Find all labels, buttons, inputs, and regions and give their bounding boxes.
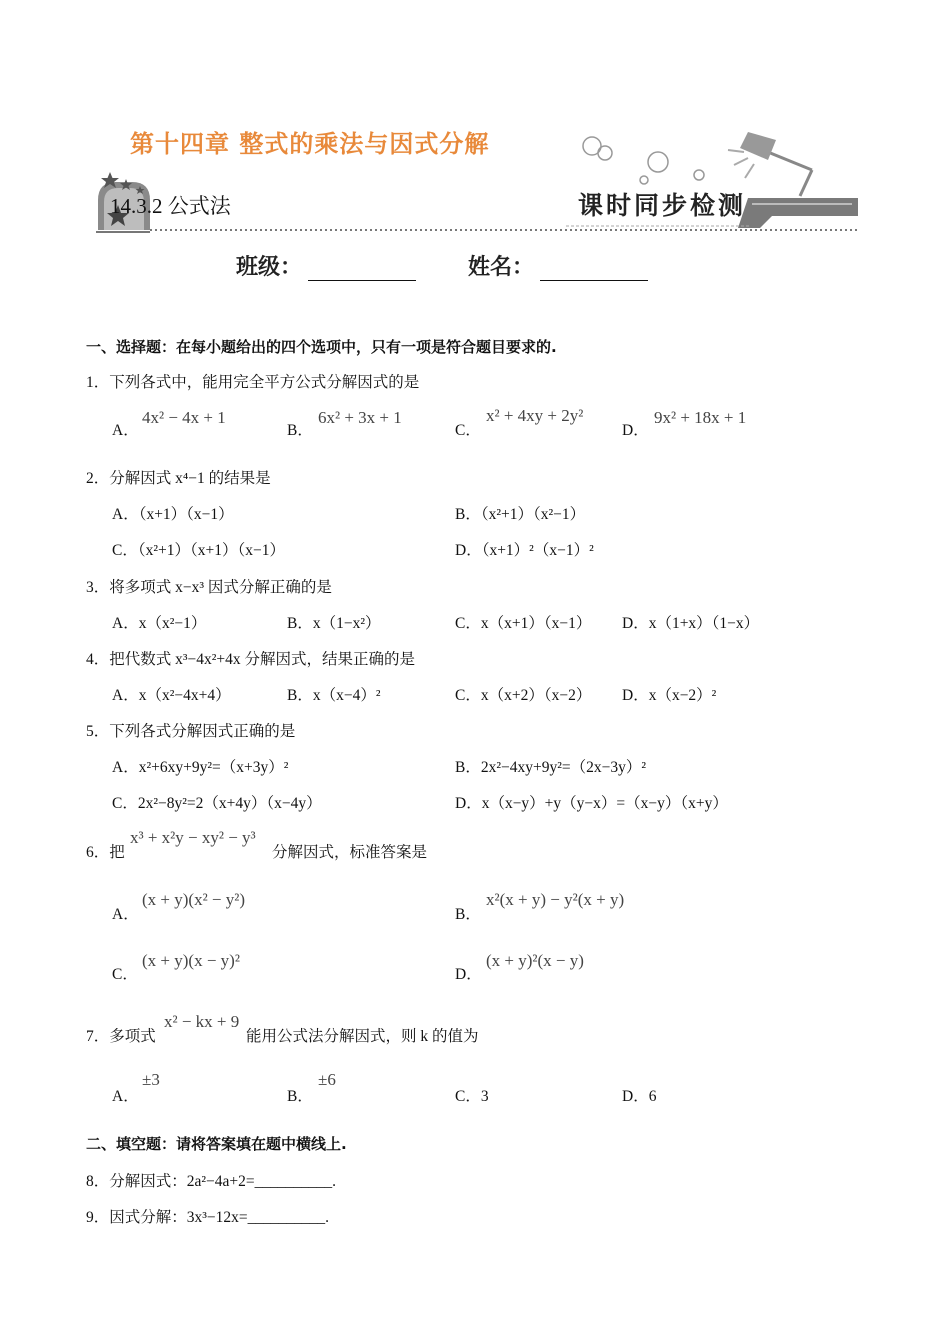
q9-text: 9．因式分解：3x³−12x=__________. xyxy=(86,1209,330,1226)
q7-stem-prefix: 7．多项式 xyxy=(86,1028,156,1045)
part2-heading: 二、填空题：请将答案填在题中横线上. xyxy=(86,1135,347,1153)
name-field xyxy=(468,250,648,281)
q2-option-a: A．（x+1）（x−1） xyxy=(112,506,234,523)
q7-option-b: ±6 xyxy=(318,1070,336,1089)
q3-option-c: C．x（x+1）（x−1） xyxy=(455,615,592,632)
q1-option-d: 9x² + 18x + 1 xyxy=(654,408,747,427)
q5-option-d: D．x（x−y）+y（y−x）=（x−y）（x+y） xyxy=(455,795,728,812)
q6-option-d: (x + y)²(x − y) xyxy=(486,951,584,970)
q4-option-a: A．x（x²−4x+4） xyxy=(112,687,231,704)
q6-option-a-label: A． xyxy=(112,906,139,923)
q2-option-b: B．（x²+1）（x²−1） xyxy=(455,506,586,523)
part1-heading: 一、选择题：在每小题给出的四个选项中，只有一项是符合题目要求的. xyxy=(86,338,557,356)
q6-option-b: x²(x + y) − y²(x + y) xyxy=(486,890,625,909)
q4-option-b: B．x（x−4）² xyxy=(287,687,381,704)
sync-label: 课时同步检测 xyxy=(578,191,747,220)
class-blank[interactable] xyxy=(308,260,416,281)
class-field xyxy=(236,250,416,281)
q3-option-d: D．x（1+x）（1−x） xyxy=(622,615,760,632)
section-title: 14.3.2 公式法 xyxy=(110,194,231,218)
q7-option-b-label: B． xyxy=(287,1088,313,1105)
q1-option-c-label: C． xyxy=(455,422,481,439)
q4-option-d: D．x（x−2）² xyxy=(622,687,717,704)
q4-stem: 4．把代数式 x³−4x²+4x 分解因式，结果正确的是 xyxy=(86,651,416,668)
chapter-title: 第十四章 整式的乘法与因式分解 xyxy=(130,130,490,158)
q5-stem: 5．下列各式分解因式正确的是 xyxy=(86,723,296,740)
q3-option-b: B．x（1−x²） xyxy=(287,615,381,632)
q5-option-a: A．x²+6xy+9y²=（x+3y）² xyxy=(112,759,289,776)
q7-option-a-label: A． xyxy=(112,1088,139,1105)
name-label: 姓名： xyxy=(468,254,535,280)
class-label: 班级： xyxy=(236,254,303,280)
q5-option-b: B．2x²−4xy+9y²=（2x−3y）² xyxy=(455,759,646,776)
q1-option-a: 4x² − 4x + 1 xyxy=(142,408,226,427)
name-blank[interactable] xyxy=(540,260,648,281)
q7-option-d: D．6 xyxy=(622,1088,657,1105)
q2-option-c: C．（x²+1）（x+1）（x−1） xyxy=(112,542,285,559)
q6-option-b-label: B． xyxy=(455,906,481,923)
q8-text: 8．分解因式：2a²−4a+2=__________. xyxy=(86,1173,337,1190)
q4-option-c: C．x（x+2）（x−2） xyxy=(455,687,592,704)
q6-option-c-label: C． xyxy=(112,966,138,983)
q6-option-a: (x + y)(x² − y²) xyxy=(142,890,246,909)
q1-option-b-label: B． xyxy=(287,422,313,439)
q2-stem: 2．分解因式 x⁴−1 的结果是 xyxy=(86,470,271,487)
q5-option-c: C．2x²−8y²=2（x+4y）（x−4y） xyxy=(112,795,322,812)
q7-stem-suffix: 能用公式法分解因式，则 k 的值为 xyxy=(246,1028,479,1045)
q6-option-d-label: D． xyxy=(455,966,482,983)
q6-stem-prefix: 6．把 xyxy=(86,844,125,861)
q7-option-a: ±3 xyxy=(142,1070,160,1089)
q6-option-c: (x + y)(x − y)² xyxy=(142,951,240,970)
q1-option-b: 6x² + 3x + 1 xyxy=(318,408,402,427)
q3-stem: 3．将多项式 x−x³ 因式分解正确的是 xyxy=(86,579,332,596)
q6-stem-suffix: 分解因式，标准答案是 xyxy=(272,844,428,861)
q7-stem-expression: x² − kx + 9 xyxy=(164,1012,240,1031)
q1-stem: 1．下列各式中，能用完全平方公式分解因式的是 xyxy=(86,374,420,391)
q7-option-c: C．3 xyxy=(455,1088,489,1105)
q3-option-a: A．x（x²−1） xyxy=(112,615,207,632)
q2-option-d: D．（x+1）²（x−1）² xyxy=(455,542,594,559)
q1-option-a-label: A． xyxy=(112,422,139,439)
q1-option-c: x² + 4xy + 2y² xyxy=(486,406,584,425)
q1-option-d-label: D． xyxy=(622,422,649,439)
q6-stem-expression: x³ + x²y − xy² − y³ xyxy=(130,828,256,847)
